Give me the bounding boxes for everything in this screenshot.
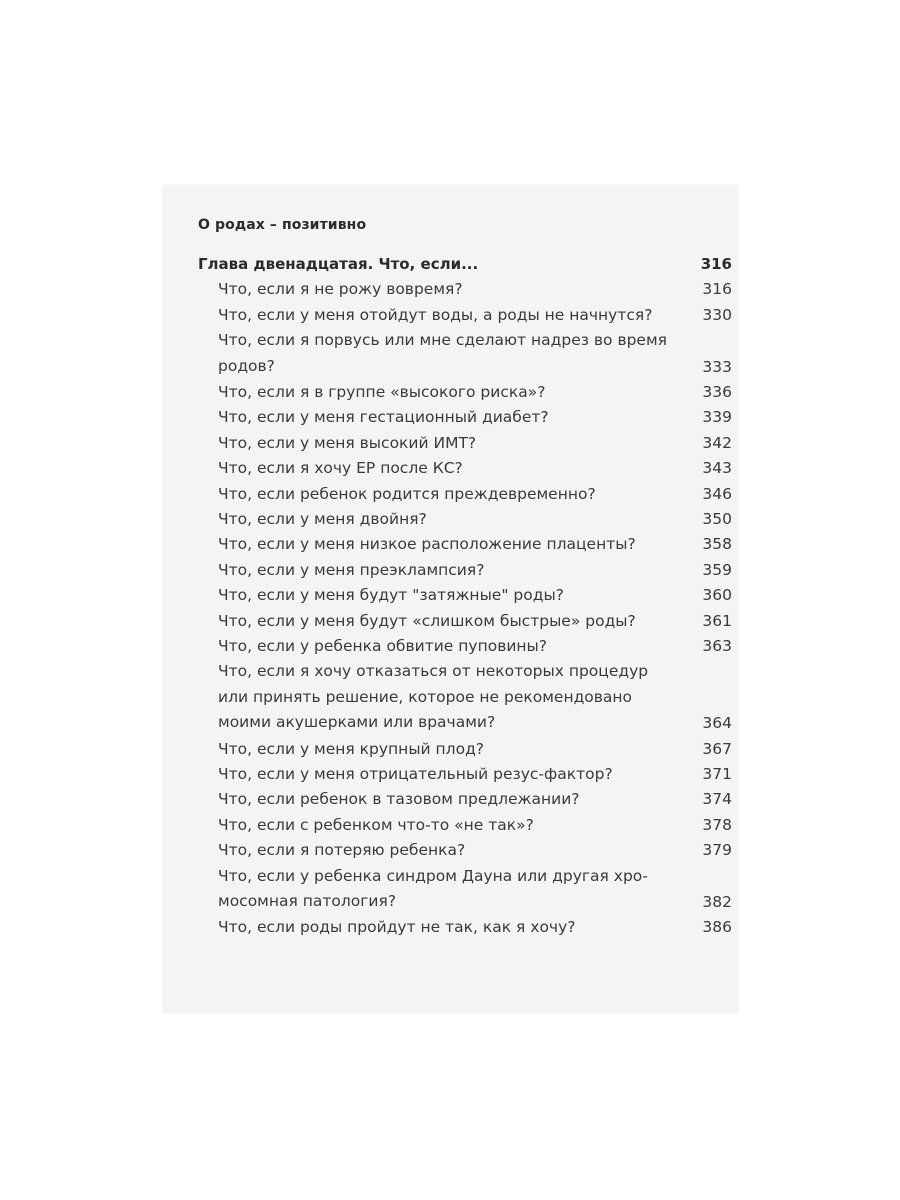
entry-title-line: Что, если у ребенка синдром Дауна или другая хро- bbox=[218, 866, 648, 885]
entry-title-line: Что, если у меня отойдут воды, а роды не начнутся? bbox=[218, 305, 653, 324]
entry-title-line: Что, если у меня преэклампсия? bbox=[218, 560, 485, 579]
entry-title-line: или принять решение, которое не рекомендовано bbox=[218, 687, 633, 706]
entry-title-line: Что, если у меня низкое расположение плаценты? bbox=[218, 535, 636, 554]
page-number: 342 bbox=[702, 433, 732, 452]
entry-title-line: Что, если я потеряю ребенка? bbox=[218, 841, 466, 860]
page-number: 367 bbox=[702, 739, 732, 758]
page-number: 343 bbox=[702, 459, 732, 478]
entry-title-line: Что, если у меня отрицательный резус-фактор? bbox=[218, 765, 613, 783]
page-number: 316 bbox=[702, 280, 732, 299]
entry-title-line: Что, если ребенок в тазовом предлежании? bbox=[218, 790, 580, 809]
entry-title-line: родов? bbox=[218, 356, 275, 375]
page-number: 358 bbox=[702, 535, 732, 554]
entry-title-line: Что, если у меня будут "затяжные" роды? bbox=[218, 586, 564, 605]
entry-title-line: Что, если с ребенком что-то «не так»? bbox=[218, 815, 534, 834]
page-number: 386 bbox=[702, 918, 732, 937]
entry-title-line: Что, если у меня гестационный диабет? bbox=[218, 408, 549, 427]
chapter-title: Глава двенадцатая. Что, если... bbox=[198, 255, 479, 273]
page-number: 333 bbox=[702, 357, 732, 376]
entry-title-line: Что, если у ребенка обвитие пуповины? bbox=[218, 637, 547, 655]
entry-title-line: мосомная патология? bbox=[218, 892, 397, 910]
entry-title-line: Что, если я хочу ЕР после КС? bbox=[218, 459, 463, 478]
page-number: 363 bbox=[702, 637, 732, 655]
entry-title-line: Что, если роды пройдут не так, как я хочу? bbox=[218, 918, 576, 937]
page-number: 374 bbox=[702, 790, 732, 809]
entry-title-line: моими акушерками или врачами? bbox=[218, 713, 496, 732]
page-number: 330 bbox=[702, 305, 732, 324]
entry-title-line: Что, если ребенок родится преждевременно? bbox=[218, 484, 596, 503]
page-number: 359 bbox=[702, 560, 732, 579]
page-number: 350 bbox=[702, 510, 732, 528]
entry-title-line: Что, если я порвусь или мне сделают надрез во время bbox=[218, 331, 667, 350]
running-head: О родах – позитивно bbox=[198, 217, 367, 233]
page-number: 382 bbox=[702, 893, 732, 911]
page-number: 361 bbox=[702, 611, 732, 630]
page-number: 336 bbox=[702, 383, 732, 401]
entry-title-line: Что, если у меня будут «слишком быстрые» роды? bbox=[218, 611, 636, 630]
page-number: 379 bbox=[702, 841, 732, 860]
entry-title-line: Что, если я не рожу вовремя? bbox=[218, 280, 463, 299]
page-number: 371 bbox=[702, 765, 732, 783]
entry-title-line: Что, если у меня высокий ИМТ? bbox=[218, 433, 477, 452]
entry-title-line: Что, если я в группе «высокого риска»? bbox=[218, 383, 546, 401]
page-number: 316 bbox=[700, 255, 732, 273]
entry-title-line: Что, если я хочу отказаться от некоторых процедур bbox=[218, 662, 649, 681]
page-number: 346 bbox=[702, 484, 732, 503]
page-number: 339 bbox=[702, 408, 732, 427]
entry-title-line: Что, если у меня двойня? bbox=[218, 510, 427, 528]
entry-title-line: Что, если у меня крупный плод? bbox=[218, 739, 485, 758]
page-number: 360 bbox=[702, 586, 732, 605]
page-number: 378 bbox=[702, 815, 732, 834]
page-number: 364 bbox=[702, 714, 732, 733]
